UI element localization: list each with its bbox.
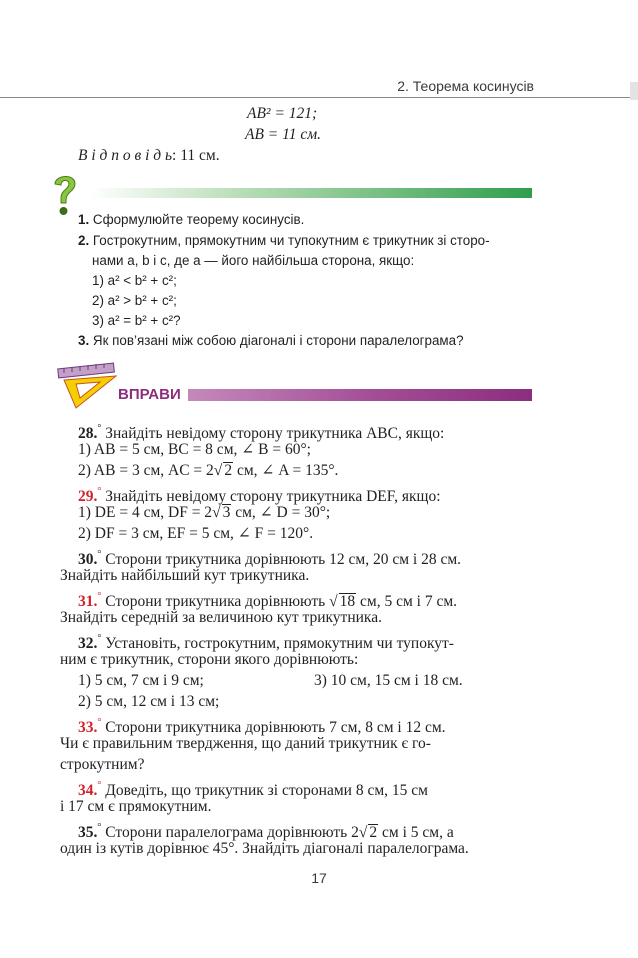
exercise-28-part-2: 2) AB = 3 см, AC = 2√ 2 см, ∠ A = 135°. — [78, 462, 339, 479]
e29-1-right: см, ∠ D = 30°; — [231, 504, 331, 521]
q3-number: 3. — [78, 333, 90, 348]
q2-text: Гострокутним, прямокутним чи тупокутним є трикутник зі сторо- — [92, 233, 490, 248]
answer-line — [78, 147, 220, 165]
e31-radicand: 18 — [339, 593, 356, 610]
header-rule — [0, 97, 638, 98]
q2-number: 2. — [78, 233, 90, 248]
exercise-33-cont-1: Чи є правильним твердження, що даний трикутник є го- — [60, 735, 431, 752]
e29-1-radicand: 3 — [222, 504, 231, 521]
exercise-33-cont-2: строкутним? — [60, 756, 145, 773]
exercise-33-number: 33. — [78, 719, 98, 736]
exercise-33: 33.° Сторони трикутника дорівнюють 7 см, 8 см і 12 см. — [78, 717, 446, 736]
e28-2-left: 2) AB = 3 см, AC = 2 — [78, 462, 214, 479]
answer-label: В і д п о в і д ь — [78, 147, 173, 164]
exercise-29-text: Знайдіть невідому сторону трикутника DEF, якщо: — [105, 488, 441, 505]
question-1 — [78, 212, 304, 227]
exercise-32-option-2: 2) 5 см, 12 см і 13 см; — [78, 693, 220, 710]
exercise-30-cont: Знайдіть найбільший кут трикутника. — [60, 567, 310, 584]
e28-2-radicand: 2 — [224, 462, 233, 479]
solution-line-2: AB = 11 см. — [245, 126, 322, 143]
question-2-option-1: 1) a² < b² + c²; — [92, 273, 177, 288]
e29-1-left: 1) DE = 4 см, DF = 2 — [78, 504, 213, 521]
exercise-30: 30.° Сторони трикутника дорівнюють 12 см, 20 см і 28 см. — [78, 549, 462, 568]
exercises-bar — [188, 389, 532, 401]
question-mark-icon — [52, 172, 78, 216]
q3-text: Як пов’язані між собою діагоналі і сторони паралелограма? — [92, 333, 464, 348]
questions-bar — [90, 188, 532, 198]
exercise-28-number: 28. — [78, 425, 98, 442]
exercise-29: 29.° Знайдіть невідому сторону трикутника DEF, якщо: — [78, 486, 441, 505]
q1-text: Сформулюйте теорему косинусів. — [92, 212, 305, 227]
exercise-31: 31.° Сторони трикутника дорівнюють √ 18 см, 5 см і 7 см. — [78, 591, 458, 610]
exercise-34-cont: і 17 см є прямокутним. — [60, 798, 212, 815]
answer-value: : 11 см. — [172, 147, 220, 164]
e35-radicand: 2 — [369, 824, 378, 841]
solution-line-1: AB² = 121; — [247, 105, 318, 122]
exercise-32: 32.° Установіть, гострокутним, прямокутним чи тупокут- — [78, 633, 454, 652]
exercise-28: 28.° Знайдіть невідому сторону трикутника ABC, якщо: — [78, 423, 445, 442]
question-2-option-2: 2) a² > b² + c²; — [92, 293, 177, 308]
exercise-32-option-3: 3) 10 см, 15 см і 18 см. — [314, 672, 463, 689]
exercise-30-text: Сторони трикутника дорівнюють 12 см, 20 см і 28 см. — [105, 551, 462, 568]
exercise-29-part-1: 1) DE = 4 см, DF = 2√ 3 см, ∠ D = 30°; — [78, 504, 331, 521]
question-2 — [78, 233, 490, 248]
running-header: 2. Теорема косинусів — [397, 78, 534, 94]
question-2-option-3: 3) a² = b² + c²? — [92, 313, 181, 328]
exercise-31-cont: Знайдіть середній за величиною кут трикутника. — [60, 609, 382, 626]
exercise-30-number: 30. — [78, 551, 98, 568]
e35-right: см і 5 см, а — [382, 824, 454, 841]
exercise-32-text: Установіть, гострокутним, прямокутним чи тупокут- — [105, 635, 454, 652]
e31-left: Сторони трикутника дорівнюють — [105, 593, 326, 610]
exercise-34-number: 34. — [78, 782, 98, 799]
exercises-title: ВПРАВИ — [118, 386, 181, 403]
q1-number: 1. — [78, 212, 90, 227]
exercise-35-number: 35. — [78, 824, 98, 841]
exercise-29-number: 29. — [78, 488, 98, 505]
exercise-34: 34.° Доведіть, що трикутник зі сторонами 8 см, 15 см — [78, 780, 428, 799]
exercise-32-number: 32. — [78, 635, 98, 652]
question-3 — [78, 333, 464, 348]
exercise-32-cont: ним є трикутник, сторони якого дорівнюють: — [60, 651, 359, 668]
exercise-31-number: 31. — [78, 593, 98, 610]
e28-2-right: см, ∠ A = 135°. — [233, 462, 339, 479]
exercise-28-part-1: 1) AB = 5 см, BC = 8 см, ∠ B = 60°; — [78, 441, 311, 458]
page-number: 17 — [311, 870, 327, 886]
exercise-29-part-2: 2) DF = 3 см, EF = 5 см, ∠ F = 120°. — [78, 525, 314, 542]
question-2-cont: нами a, b і c, де a — його найбільша сторона, якщо: — [92, 253, 415, 268]
exercise-35-cont: один із кутів дорівнює 45°. Знайдіть діагоналі паралелограма. — [60, 840, 469, 857]
exercise-33-text: Сторони трикутника дорівнюють 7 см, 8 см і 12 см. — [105, 719, 446, 736]
e31-right: см, 5 см і 7 см. — [360, 593, 458, 610]
exercise-28-text: Знайдіть невідому сторону трикутника ABC, якщо: — [105, 425, 445, 442]
ruler-triangle-icon — [54, 360, 118, 410]
exercise-34-text: Доведіть, що трикутник зі сторонами 8 см, 15 см — [105, 782, 428, 799]
exercise-35: 35.° Сторони паралелограма дорівнюють 2√ 2 см і 5 см, а — [78, 822, 454, 841]
page-edge-tab — [630, 82, 638, 100]
exercise-32-option-1: 1) 5 см, 7 см і 9 см; — [78, 672, 204, 689]
e35-left: Сторони паралелограма дорівнюють 2 — [105, 824, 359, 841]
